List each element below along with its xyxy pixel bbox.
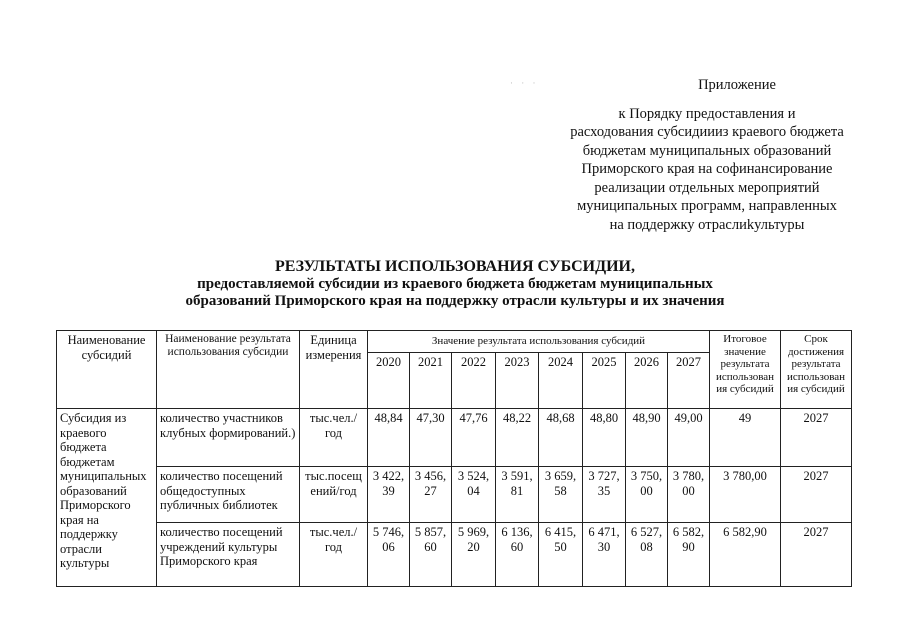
result-name-cell: количество участников клубных формирований.): [157, 409, 300, 467]
table-row: [57, 523, 852, 587]
appendix-line: муниципальных программ, направленных: [577, 198, 837, 214]
header-total: Итоговое значение результата использован ия субсидий: [710, 331, 781, 409]
value-cell: 3 659, 58: [539, 467, 583, 523]
unit-cell: тыс.посещ ений/год: [300, 467, 368, 523]
title-subtitle-line: образований Приморского края на поддержку отрасли культуры и их значения: [185, 293, 725, 309]
appendix-line: расходования субсидиииз краевого бюджета: [570, 124, 844, 140]
value-cell: 49,00: [668, 409, 710, 467]
header-subsidy-name: Наименование субсидий: [57, 331, 157, 409]
total-cell: 49: [710, 409, 781, 467]
value-cell: 48,90: [626, 409, 668, 467]
value-cell: 48,22: [496, 409, 539, 467]
value-cell: 3 524, 04: [452, 467, 496, 523]
value-cell: 6 415, 50: [539, 523, 583, 587]
value-cell: 3 456, 27: [410, 467, 452, 523]
header-row: [57, 331, 852, 353]
header-result-name: Наименование результата использования субсидии: [157, 331, 300, 409]
header-year: 2026: [626, 353, 668, 409]
result-name-cell: количество посещений учреждений культуры Приморского края: [157, 523, 300, 587]
value-cell: 6 136, 60: [496, 523, 539, 587]
value-cell: 48,84: [368, 409, 410, 467]
value-cell: 48,68: [539, 409, 583, 467]
appendix-line: к Порядку предоставления и: [618, 105, 796, 122]
appendix-line: на поддержку отраслиkультуры: [609, 216, 805, 233]
value-cell: 3 727, 35: [583, 467, 626, 523]
value-cell: 5 969, 20: [452, 523, 496, 587]
scan-noise: · · ·: [510, 78, 539, 88]
appendix-line: Приморского края на софинансирование: [581, 161, 833, 177]
total-cell: 3 780,00: [710, 467, 781, 523]
value-cell: 5 746, 06: [368, 523, 410, 587]
deadline-cell: 2027: [781, 523, 852, 587]
table-row: [57, 409, 852, 467]
title-subtitle-line: предоставляемой субсидии из краевого бюджета бюджетам муниципальных: [197, 275, 713, 292]
header-year: 2020: [368, 353, 410, 409]
header-year: 2021: [410, 353, 452, 409]
subsidy-name-cell: Субсидия из краевого бюджета бюджетам муниципальных образований Приморского края на поддержку отрасли культуры: [57, 409, 157, 587]
title-main: РЕЗУЛЬТАТЫ ИСПОЛЬЗОВАНИЯ СУБСИДИИ,: [274, 258, 635, 275]
value-cell: 47,30: [410, 409, 452, 467]
result-name-cell: количество посещений общедоступных публичных библиотек: [157, 467, 300, 523]
header-year: 2025: [583, 353, 626, 409]
value-cell: 5 857, 60: [410, 523, 452, 587]
value-cell: 3 750, 00: [626, 467, 668, 523]
header-deadline: Срок достижения результата использован ия субсидий: [781, 331, 852, 409]
document-title: [110, 258, 800, 311]
value-cell: 3 591, 81: [496, 467, 539, 523]
unit-cell: тыс.чел./ год: [300, 523, 368, 587]
unit-cell: тыс.чел./ год: [300, 409, 368, 467]
appendix-block: [552, 76, 862, 234]
value-cell: 6 527, 08: [626, 523, 668, 587]
appendix-line: реализации отдельных мероприятий: [594, 179, 820, 196]
header-unit: Единица измерения: [300, 331, 368, 409]
value-cell: 48,80: [583, 409, 626, 467]
value-cell: 6 471, 30: [583, 523, 626, 587]
header-year: 2024: [539, 353, 583, 409]
value-cell: 47,76: [452, 409, 496, 467]
header-year: 2022: [452, 353, 496, 409]
results-table: [56, 330, 852, 587]
header-values-group: Значение результата использования субсидий: [368, 331, 710, 353]
total-cell: 6 582,90: [710, 523, 781, 587]
appendix-title: Приложение: [698, 77, 776, 93]
table-row: [57, 467, 852, 523]
value-cell: 3 780, 00: [668, 467, 710, 523]
value-cell: 6 582, 90: [668, 523, 710, 587]
deadline-cell: 2027: [781, 409, 852, 467]
value-cell: 3 422, 39: [368, 467, 410, 523]
header-year: 2027: [668, 353, 710, 409]
header-year: 2023: [496, 353, 539, 409]
deadline-cell: 2027: [781, 467, 852, 523]
appendix-line: бюджетам муниципальных образований: [582, 142, 832, 159]
